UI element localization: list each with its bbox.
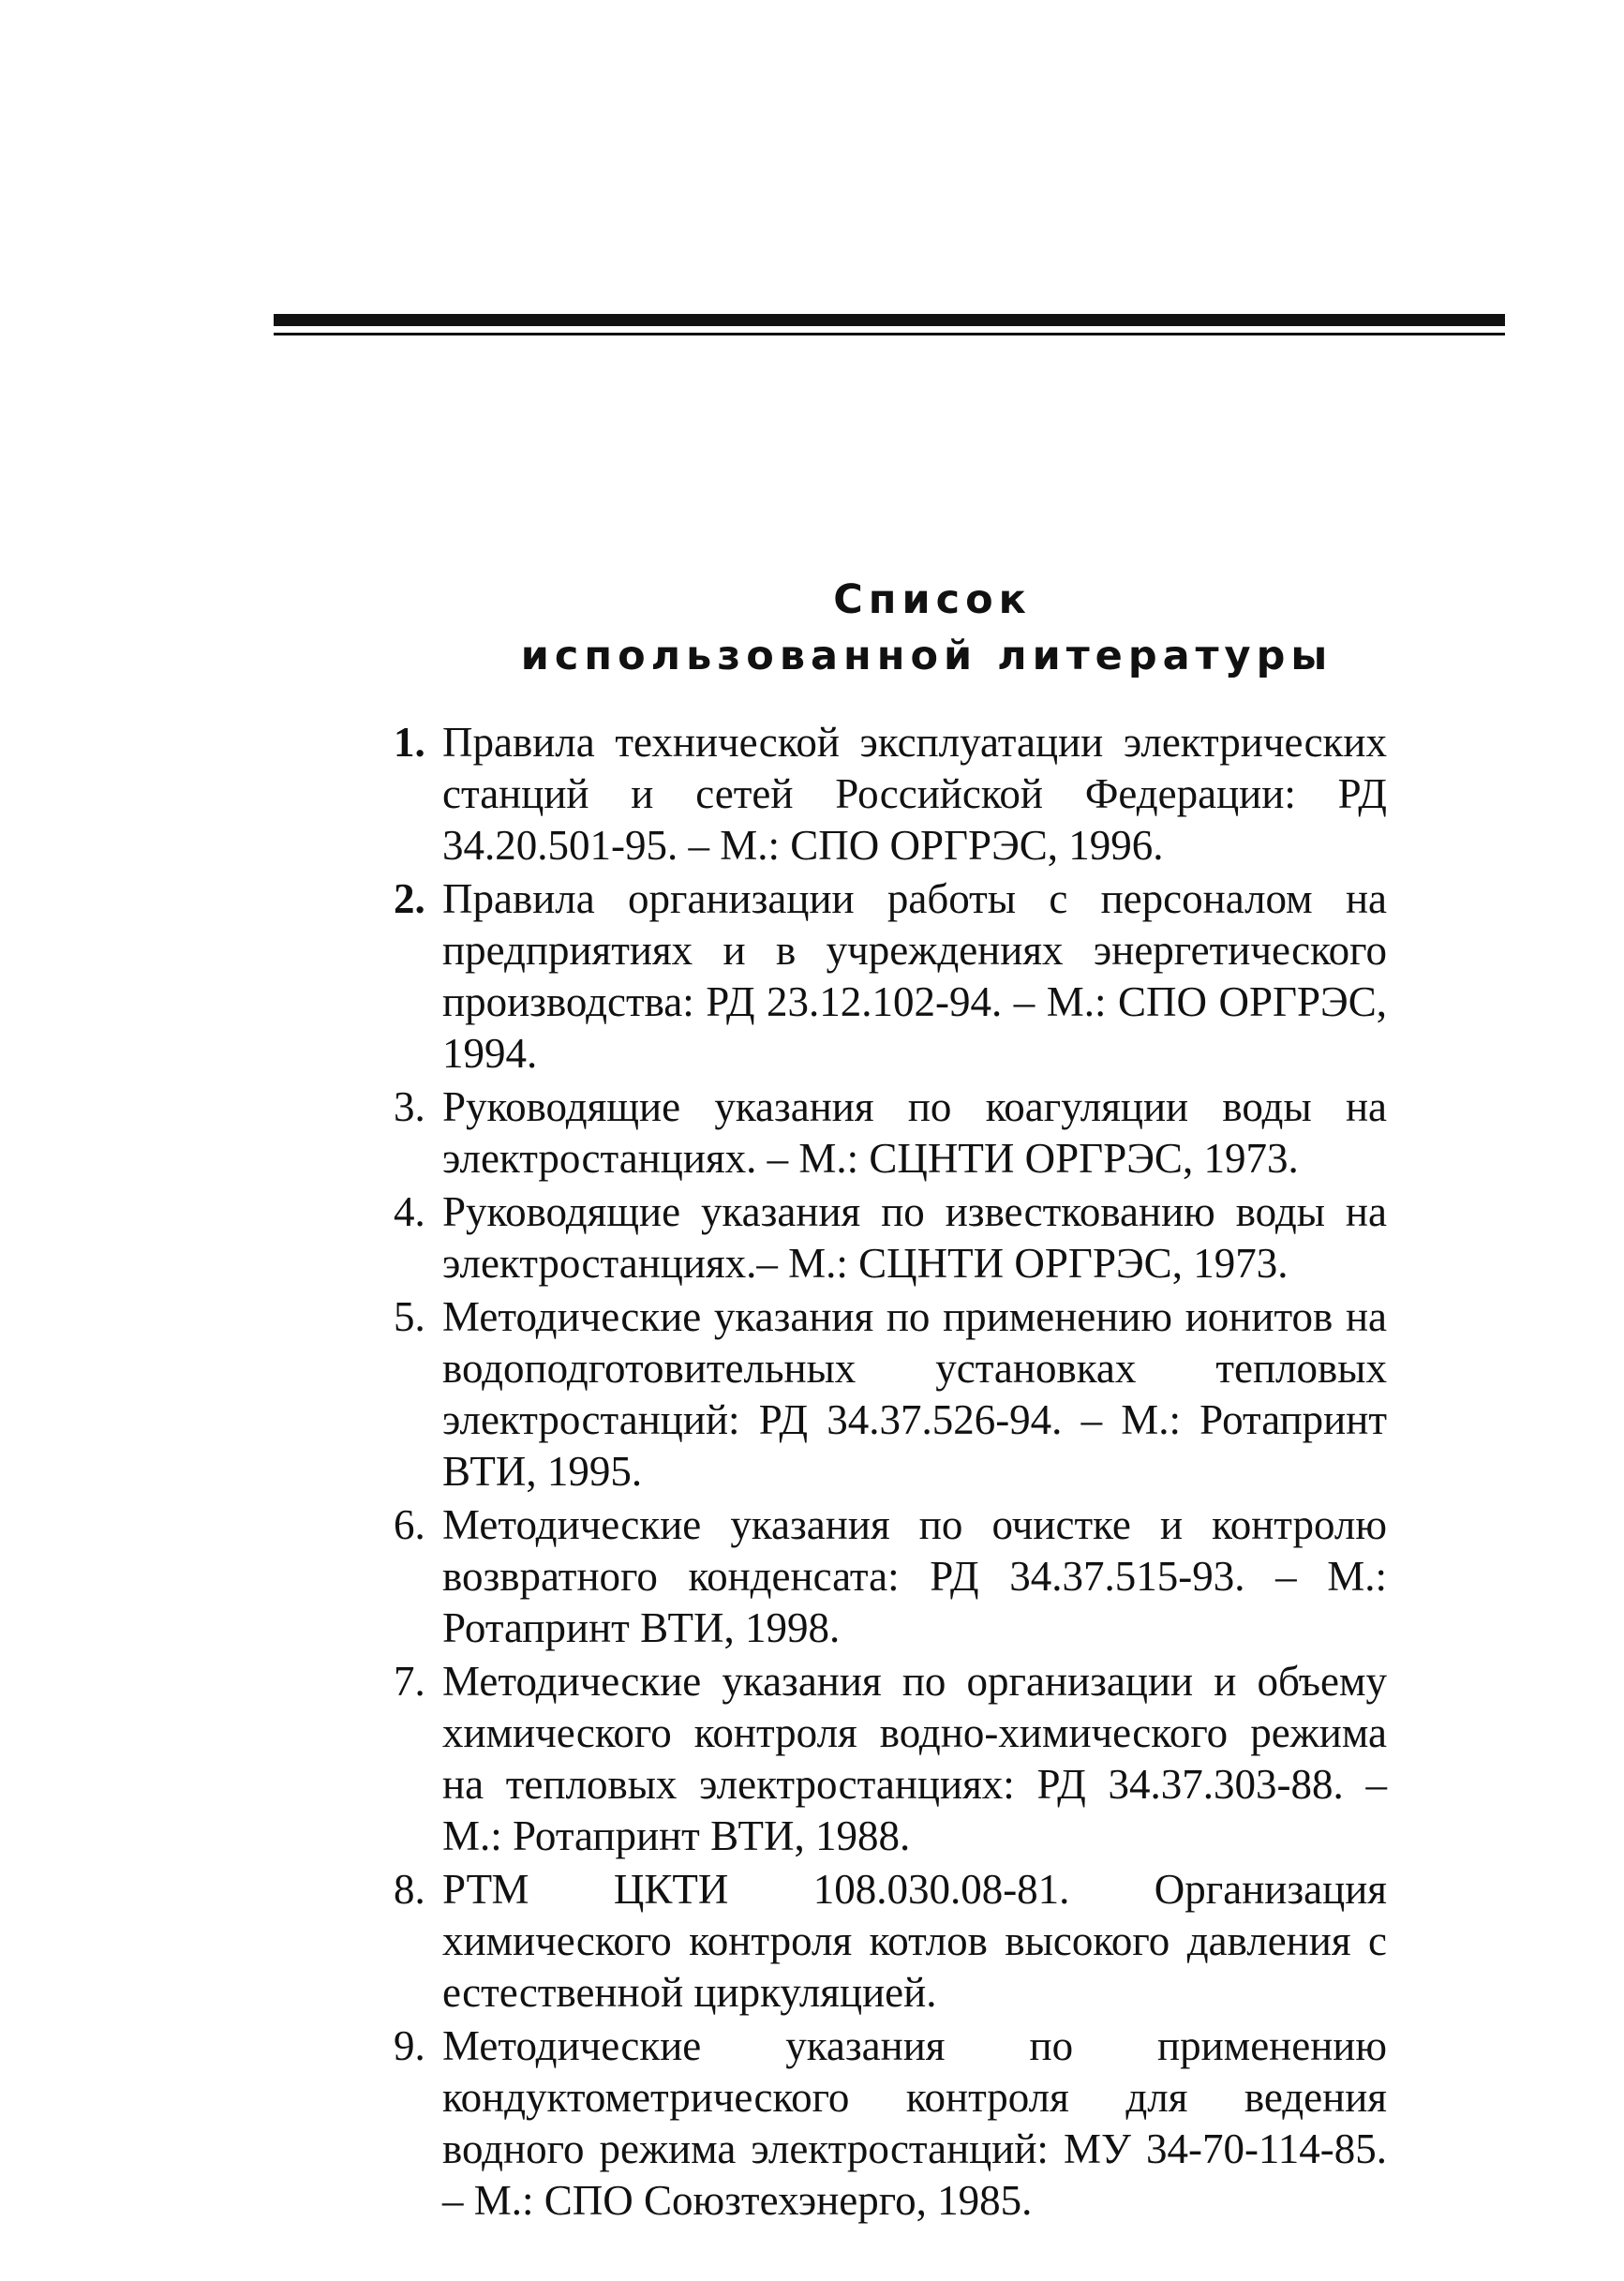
reference-number: 7.: [394, 1658, 425, 1705]
reference-number: 8.: [394, 1866, 425, 1913]
reference-number: 6.: [394, 1501, 425, 1548]
reference-item-3: [394, 1081, 1387, 1185]
reference-number: 1.: [394, 719, 425, 766]
reference-text: РТМ ЦКТИ 108.030.08-81. Организация химического контроля котлов высокого давления с естественной циркуляцией.: [442, 1866, 1387, 2016]
reference-number: 2.: [394, 875, 425, 922]
header-rule-thick: [274, 314, 1505, 326]
reference-item-8: [394, 1864, 1387, 2019]
reference-text: Правила технической эксплуатации электрических станций и сетей Российской Федерации: РД 34.20.501-95. – М.: СПО ОРГРЭС, 1996.: [442, 719, 1387, 869]
reference-number: 3.: [394, 1083, 425, 1130]
reference-item-2: [394, 873, 1387, 1080]
reference-text: Методические указания по применению кондуктометрического контроля для ведения водного режима электростанций: МУ 34-70-114-85. – М.: СПО Союзтехэнерго, 1985.: [442, 2022, 1387, 2224]
header-rule-thin: [274, 333, 1505, 335]
reference-list: [394, 717, 1387, 2229]
reference-item-4: [394, 1186, 1387, 1290]
reference-item-5: [394, 1291, 1387, 1498]
page-title-line-2: использованной литературы: [520, 633, 1333, 679]
reference-text: Методические указания по применению ионитов на водоподготовительных установках тепловых электростанций: РД 34.37.526-94. – М.: Ротапринт ВТИ, 1995.: [442, 1293, 1387, 1495]
reference-text: Руководящие указания по коагуляции воды на электростанциях. – М.: СЦНТИ ОРГРЭС, 1973.: [442, 1083, 1387, 1182]
page-title: [274, 572, 1505, 684]
header-rule: [274, 314, 1505, 335]
reference-text: Правила организации работы с персоналом на предприятиях и в учреждениях энергетического производства: РД 23.12.102-94. – М.: СПО ОРГРЭС, 1994.: [442, 875, 1387, 1077]
reference-text: Руководящие указания по известкованию воды на электростанциях.– М.: СЦНТИ ОРГРЭС, 1973.: [442, 1188, 1387, 1287]
reference-number: 9.: [394, 2022, 425, 2069]
reference-number: 4.: [394, 1188, 425, 1235]
reference-text: Методические указания по очистке и контролю возвратного конденсата: РД 34.37.515-93. – М.: Ротапринт ВТИ, 1998.: [442, 1501, 1387, 1651]
reference-text: Методические указания по организации и объему химического контроля водно-химического режима на тепловых электростанциях: РД 34.37.303-88. – М.: Ротапринт ВТИ, 1988.: [442, 1658, 1387, 1859]
reference-item-7: [394, 1656, 1387, 1862]
reference-item-9: [394, 2020, 1387, 2227]
reference-item-6: [394, 1499, 1387, 1654]
reference-number: 5.: [394, 1293, 425, 1340]
page-title-line-1: Список: [833, 576, 1032, 623]
reference-item-1: [394, 717, 1387, 872]
